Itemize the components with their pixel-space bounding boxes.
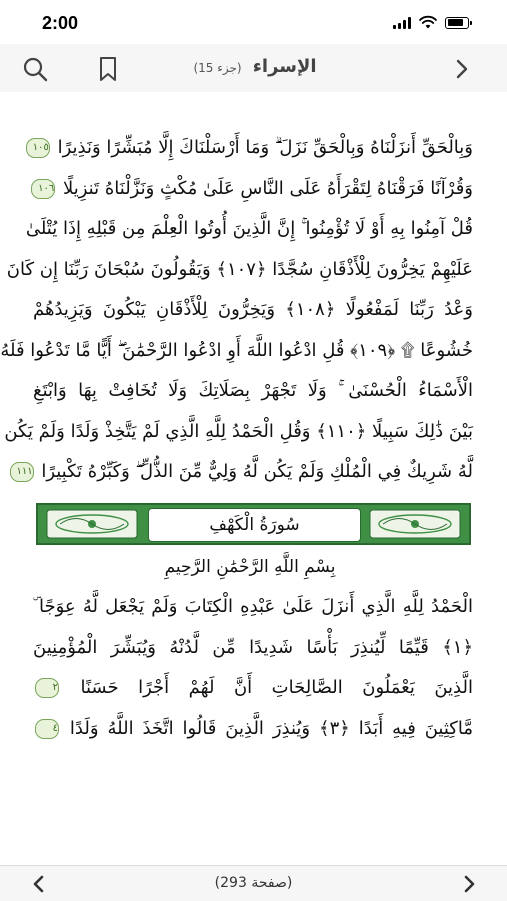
verse-line[interactable] — [33, 628, 473, 669]
chevron-right-icon — [455, 58, 469, 80]
search-icon — [22, 56, 48, 82]
wifi-icon — [419, 16, 437, 29]
al-kahf-verses — [33, 587, 473, 749]
bookmark-button[interactable] — [93, 54, 123, 84]
chevron-left-icon — [31, 874, 45, 894]
verse-text: لَّهُ شَرِيكٌ فِي الْمُلْكِ وَلَمْ يَكُن لَّهُ وَلِيٌّ مِّنَ الذُّلِّ ۖ وَكَبِّرْهُ تَكْبِيرًا — [41, 461, 473, 482]
previous-page-button[interactable] — [26, 872, 50, 896]
verse-text: عَلَيْهِمْ يَخِرُّونَ لِلْأَذْقَانِ سُجَّدًا ﴿١٠٧﴾ وَيَقُولُونَ سُبْحَانَ رَبِّنَا إِن كَانَ — [6, 258, 473, 280]
verse-line[interactable] — [4, 412, 473, 453]
ayah-marker: ١٠٦ — [31, 179, 55, 199]
chevron-right-icon — [463, 874, 477, 894]
bottom-bar — [0, 865, 507, 901]
verse-text: خُشُوعًا ۩ ﴿١٠٩﴾ قُلِ ادْعُوا اللَّهَ أَوِ ادْعُوا الرَّحْمَٰنَ ۖ أَيًّا مَّا تَدْعُوا فَلَهُ — [0, 339, 473, 361]
verse-line[interactable] — [33, 668, 473, 709]
verse-text: الْأَسْمَاءُ الْحُسْنَىٰ ۚ وَلَا تَجْهَرْ بِصَلَاتِكَ وَلَا تُخَافِتْ بِهَا وَابْتَغِ — [33, 380, 473, 401]
surah-name: الإسراء — [252, 56, 317, 77]
page-title — [150, 56, 360, 77]
verse-text: وَقُرْآنًا فَرَقْنَاهُ لِتَقْرَأَهُ عَلَى النَّاسِ عَلَىٰ مُكْثٍ وَنَزَّلْنَاهُ تَنزِيلًا — [63, 177, 473, 199]
next-page-button[interactable] — [458, 872, 482, 896]
battery-icon — [445, 17, 469, 29]
ayah-marker: ٤ — [35, 719, 59, 739]
verse-line[interactable] — [0, 331, 473, 372]
verse-line[interactable] — [33, 587, 473, 628]
verse-line[interactable] — [16, 452, 473, 493]
verse-text: مَّاكِثِينَ فِيهِ أَبَدًا ﴿٣﴾ وَيُنذِرَ الَّذِينَ قَالُوا اتَّخَذَ اللَّهُ وَلَدًا — [69, 717, 473, 739]
bookmark-icon — [97, 56, 119, 82]
verse-text: وَعْدُ رَبِّنَا لَمَفْعُولًا ﴿١٠٨﴾ وَيَخِرُّونَ لِلْأَذْقَانِ يَبْكُونَ وَيَزِيدُهُمْ — [33, 299, 473, 320]
surah-header-banner — [36, 503, 471, 545]
ornament-icon — [46, 509, 138, 539]
verse-line[interactable] — [6, 250, 473, 291]
ornament-icon — [369, 509, 461, 539]
search-button[interactable] — [20, 54, 50, 84]
status-bar — [0, 0, 507, 44]
juz-label: (جزء 15) — [193, 61, 242, 75]
bismillah: بِسْمِ اللَّهِ الرَّحْمَٰنِ الرَّحِيمِ — [164, 557, 336, 577]
verse-text: بَيْنَ ذَٰلِكَ سَبِيلًا ﴿١١٠﴾ وَقُلِ الْحَمْدُ لِلَّهِ الَّذِي لَمْ يَتَّخِذْ وَلَدًا وَلَمْ يَكُن — [4, 420, 473, 442]
verse-line[interactable] — [33, 128, 473, 169]
verse-line[interactable] — [25, 209, 473, 250]
al-isra-verses — [0, 128, 473, 493]
verse-line[interactable] — [33, 371, 473, 412]
mushaf-page — [0, 92, 507, 865]
verse-line[interactable] — [33, 290, 473, 331]
ayah-marker: ١٠٥ — [26, 138, 50, 158]
back-button[interactable] — [447, 54, 477, 84]
page-number-label: (صفحة 293) — [214, 875, 293, 891]
verse-text: قُلْ آمِنُوا بِهِ أَوْ لَا تُؤْمِنُوا ۚ إِنَّ الَّذِينَ أُوتُوا الْعِلْمَ مِن قَبْلِهِ إِذَا يُتْلَىٰ — [25, 218, 473, 239]
verse-line[interactable] — [33, 709, 473, 750]
verse-text: الْحَمْدُ لِلَّهِ الَّذِي أَنزَلَ عَلَىٰ عَبْدِهِ الْكِتَابَ وَلَمْ يَجْعَل لَّهُ عِوَجًا ۜ — [33, 596, 473, 617]
navigation-bar — [0, 44, 507, 93]
cellular-signal-icon — [393, 17, 411, 29]
verse-text: الَّذِينَ يَعْمَلُونَ الصَّالِحَاتِ أَنَّ لَهُمْ أَجْرًا حَسَنًا — [80, 677, 473, 698]
battery-fill — [448, 19, 463, 26]
ayah-marker: ٢ — [35, 678, 59, 698]
verse-line[interactable] — [33, 169, 473, 210]
status-time: 2:00 — [42, 13, 79, 33]
status-icons — [393, 16, 469, 29]
verse-text: ﴿١﴾ قَيِّمًا لِّيُنذِرَ بَأْسًا شَدِيدًا مِّن لَّدُنْهُ وَيُبَشِّرَ الْمُؤْمِنِينَ — [33, 636, 473, 658]
verse-text: وَبِالْحَقِّ أَنزَلْنَاهُ وَبِالْحَقِّ نَزَلَ ۗ وَمَا أَرْسَلْنَاكَ إِلَّا مُبَشِّرًا وَنَذِيرًا — [57, 137, 473, 158]
ayah-marker: ١١١ — [10, 462, 34, 482]
surah-title: سُورَةُ الْكَهْفِ — [148, 508, 361, 542]
